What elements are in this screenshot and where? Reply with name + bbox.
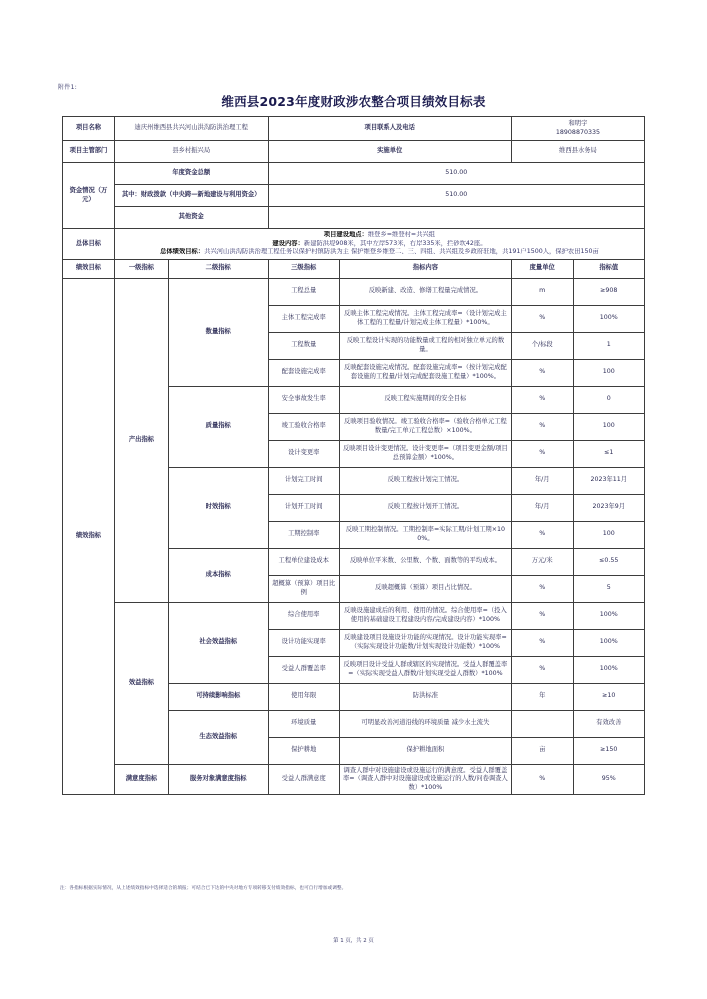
indicator-unit: 个/标段 [511, 332, 573, 359]
contact-label: 项目联系人及电话 [268, 117, 511, 141]
level3-indicator: 竣工验收合格率 [268, 413, 339, 440]
level2-indicator: 质量指标 [169, 386, 269, 467]
funding-row [63, 207, 645, 229]
indicator-unit: % [511, 359, 573, 386]
level2-indicator: 成本指标 [169, 548, 269, 602]
overall-goal-content [114, 229, 644, 260]
indicator-target: ≥150 [573, 737, 644, 764]
goal-type-label: 绩效指标 [63, 278, 115, 795]
attachment-label: 附件1: [58, 84, 78, 91]
indicator-content: 保护耕地面积 [339, 737, 511, 764]
indicator-content: 反映单位平米数、公里数、个数、面数等的平均成本。 [339, 548, 511, 575]
overall-goal-line [117, 248, 642, 257]
indicator-unit: % [511, 413, 573, 440]
funding-item-name: 年度资金总额 [114, 163, 268, 185]
level2-indicator: 服务对象满意度指标 [169, 764, 269, 795]
col-header-level3: 三级指标 [268, 259, 339, 278]
funding-label: 资金情况（万元） [63, 163, 115, 229]
funding-row [63, 185, 645, 207]
funding-item-value: 510.00 [268, 185, 644, 207]
indicator-content: 反映超概算（预算）项目占比情况。 [339, 575, 511, 602]
col-header-level2: 二级指标 [169, 259, 269, 278]
indicator-unit: % [511, 602, 573, 629]
level3-indicator: 受益人群满意度 [268, 764, 339, 795]
column-header-row [63, 259, 645, 278]
level3-indicator: 环境质量 [268, 710, 339, 737]
overall-goal-value: 维登乡=维登村=共兴组 [367, 231, 436, 238]
indicator-unit: 年 [511, 683, 573, 710]
indicator-unit: m [511, 278, 573, 305]
level3-indicator: 计划开工时间 [268, 494, 339, 521]
indicator-content: 反映工期控制情况。工期控制率=实际工期/计划工期×100%。 [339, 521, 511, 548]
overall-goal-value: 新建防洪堤908米，其中左岸573米，右岸335米，拦砂坎42座。 [303, 239, 487, 247]
overall-goal-key: 总体绩效目标： [160, 248, 205, 255]
indicator-unit: 亩 [511, 737, 573, 764]
footnote: 注：各指标根据实际情况，从上述绩效指标中选择适合的填报；可结合已下达的中央对地方专项转移支付绩效指标，也可自行增加或调整。 [60, 886, 347, 891]
info-row-department [63, 141, 645, 163]
indicator-target: 100% [573, 629, 644, 656]
dept-label: 项目主管部门 [63, 141, 115, 163]
indicator-target: ≥908 [573, 278, 644, 305]
page-number: 第 1 页，共 2 页 [333, 938, 374, 944]
indicator-target: 2023年11月 [573, 467, 644, 494]
overall-goal-line [117, 240, 642, 249]
indicator-target: 100% [573, 305, 644, 332]
funding-item-name: 其他资金 [114, 207, 268, 229]
indicator-unit: % [511, 764, 573, 795]
level1-indicator: 产出指标 [114, 278, 168, 602]
indicator-target: ≤1 [573, 440, 644, 467]
indicator-target: 100% [573, 602, 644, 629]
performance-target-table [62, 116, 645, 795]
indicator-target: 1 [573, 332, 644, 359]
indicator-unit: 年/月 [511, 467, 573, 494]
indicator-target: ≥10 [573, 683, 644, 710]
level3-indicator: 受益人群覆盖率 [268, 656, 339, 683]
info-row-project [63, 117, 645, 141]
col-header-content: 指标内容 [339, 259, 511, 278]
project-name-label: 项目名称 [63, 117, 115, 141]
page-title: 维西县2023年度财政涉农整合项目绩效目标表 [221, 94, 486, 109]
indicator-content: 可明显改善河道沿线的环境质量 减少水土流失 [339, 710, 511, 737]
indicator-target: 有效改善 [573, 710, 644, 737]
level2-indicator: 时效指标 [169, 467, 269, 548]
funding-item-value: 510.00 [268, 163, 644, 185]
project-name-value: 迪庆州维西县共兴河山洪沟防洪治理工程 [114, 117, 268, 141]
overall-goal-row [63, 229, 645, 260]
funding-item-value [268, 207, 644, 229]
indicator-content: 反映建设项目设施设计功能的实现情况。设计功能实现率=（实际实现设计功能数/计划实现设计功能数）*100% [339, 629, 511, 656]
level3-indicator: 计划完工时间 [268, 467, 339, 494]
level3-indicator: 安全事故发生率 [268, 386, 339, 413]
overall-goal-key: 建设内容： [272, 239, 304, 247]
col-header-goal: 绩效目标 [63, 259, 115, 278]
indicator-content: 反映工程实施期间的安全目标 [339, 386, 511, 413]
indicator-unit: % [511, 386, 573, 413]
level3-indicator: 工期控制率 [268, 521, 339, 548]
overall-goal-label: 总体目标 [63, 229, 115, 260]
indicator-unit: % [511, 305, 573, 332]
level3-indicator: 工程总量 [268, 278, 339, 305]
funding-row [63, 163, 645, 185]
indicator-target: ≤0.55 [573, 548, 644, 575]
contact-phone: 18908870335 [555, 128, 600, 136]
indicator-row [63, 278, 645, 305]
indicator-content: 反映项目设计受益人群或辖区的实现情况。受益人群覆盖率=（实际实现受益人群数/计划实现受益人群数）*100% [339, 656, 511, 683]
indicator-unit: % [511, 656, 573, 683]
indicator-content: 反映项目验收情况。竣工验收合格率=（验收合格单元工程数量/完工单元工程总数）×100%。 [339, 413, 511, 440]
level3-indicator: 工程单位建设成本 [268, 548, 339, 575]
indicator-content: 反映主体工程完成情况。主体工程完成率=（设计划完成主体工程的工程量/计划完成主体工程量）*100%。 [339, 305, 511, 332]
col-header-target: 指标值 [573, 259, 644, 278]
level2-indicator: 可持续影响指标 [169, 683, 269, 710]
level3-indicator: 配套设施完成率 [268, 359, 339, 386]
col-header-unit: 度量单位 [511, 259, 573, 278]
level3-indicator: 设计变更率 [268, 440, 339, 467]
unit-label: 实施单位 [268, 141, 511, 163]
indicator-target: 5 [573, 575, 644, 602]
col-header-level1: 一级指标 [114, 259, 168, 278]
indicator-unit: 万元/米 [511, 548, 573, 575]
level3-indicator: 主体工程完成率 [268, 305, 339, 332]
indicator-target: 100 [573, 413, 644, 440]
indicator-target: 100 [573, 521, 644, 548]
level3-indicator: 使用年限 [268, 683, 339, 710]
indicator-target: 100 [573, 359, 644, 386]
indicator-unit: % [511, 440, 573, 467]
indicator-row [63, 602, 645, 629]
level1-indicator: 效益指标 [114, 602, 168, 764]
indicator-content: 反映新建、改造、修缮工程量完成情况。 [339, 278, 511, 305]
level1-indicator: 满意度指标 [114, 764, 168, 795]
funding-item-name: 其中：财政拨款（中央跨—新地建设与利用资金） [114, 185, 268, 207]
level2-indicator: 数量指标 [169, 278, 269, 386]
indicator-unit [511, 710, 573, 737]
indicator-unit: % [511, 575, 573, 602]
indicator-target: 100% [573, 656, 644, 683]
indicator-content: 反映工程按计划开工情况。 [339, 494, 511, 521]
level2-indicator: 社会效益指标 [169, 602, 269, 683]
contact-value [511, 117, 644, 141]
overall-goal-line [117, 231, 642, 240]
indicator-target: 2023年9月 [573, 494, 644, 521]
indicator-content: 调查人群中对设施建设或设施运行的满意度。受益人群覆盖率=（调查人群中对设施建设或设施运行的人数/问卷调查人数）*100% [339, 764, 511, 795]
level3-indicator: 设计功能实现率 [268, 629, 339, 656]
indicator-content: 反映配套设施完成情况。配套设施完成率=（按计划完成配套设施的工程量/计划完成配套设施工程量）*100%。 [339, 359, 511, 386]
indicator-target: 95% [573, 764, 644, 795]
indicator-unit: 年/月 [511, 494, 573, 521]
dept-value: 县乡村振兴局 [114, 141, 268, 163]
indicator-content: 反映工程设计实现的功能数量或工程的相对独立单元的数量。 [339, 332, 511, 359]
indicator-unit: % [511, 629, 573, 656]
unit-value: 维西县水务局 [511, 141, 644, 163]
indicator-content: 反映设施建成后的利用、使用的情况。综合使用率=（投入使用的基础建设工程建设内容/完成建设内容）*100% [339, 602, 511, 629]
overall-goal-value: 共兴河山洪沟防洪治理工程任务以保护村镇防洪为主 保护维登乡维登二、三、四组、共兴组及乡政府驻地，共191户1500人，保护农田150亩 [204, 248, 599, 255]
level3-indicator: 超概算（预算）项目比例 [268, 575, 339, 602]
level3-indicator: 综合使用率 [268, 602, 339, 629]
overall-goal-key: 项目建设地点： [323, 231, 368, 238]
indicator-content: 反映工程按计划完工情况。 [339, 467, 511, 494]
indicator-row [63, 764, 645, 795]
indicator-content: 反映项目设计变更情况。设计变更率=（项目变更金额/项目总预算金额）*100%。 [339, 440, 511, 467]
level2-indicator: 生态效益指标 [169, 710, 269, 764]
indicator-target: 0 [573, 386, 644, 413]
level3-indicator: 工程数量 [268, 332, 339, 359]
indicator-unit: % [511, 521, 573, 548]
contact-name: 和明宇 [568, 120, 588, 127]
level3-indicator: 保护耕地 [268, 737, 339, 764]
indicator-content: 防洪标准 [339, 683, 511, 710]
